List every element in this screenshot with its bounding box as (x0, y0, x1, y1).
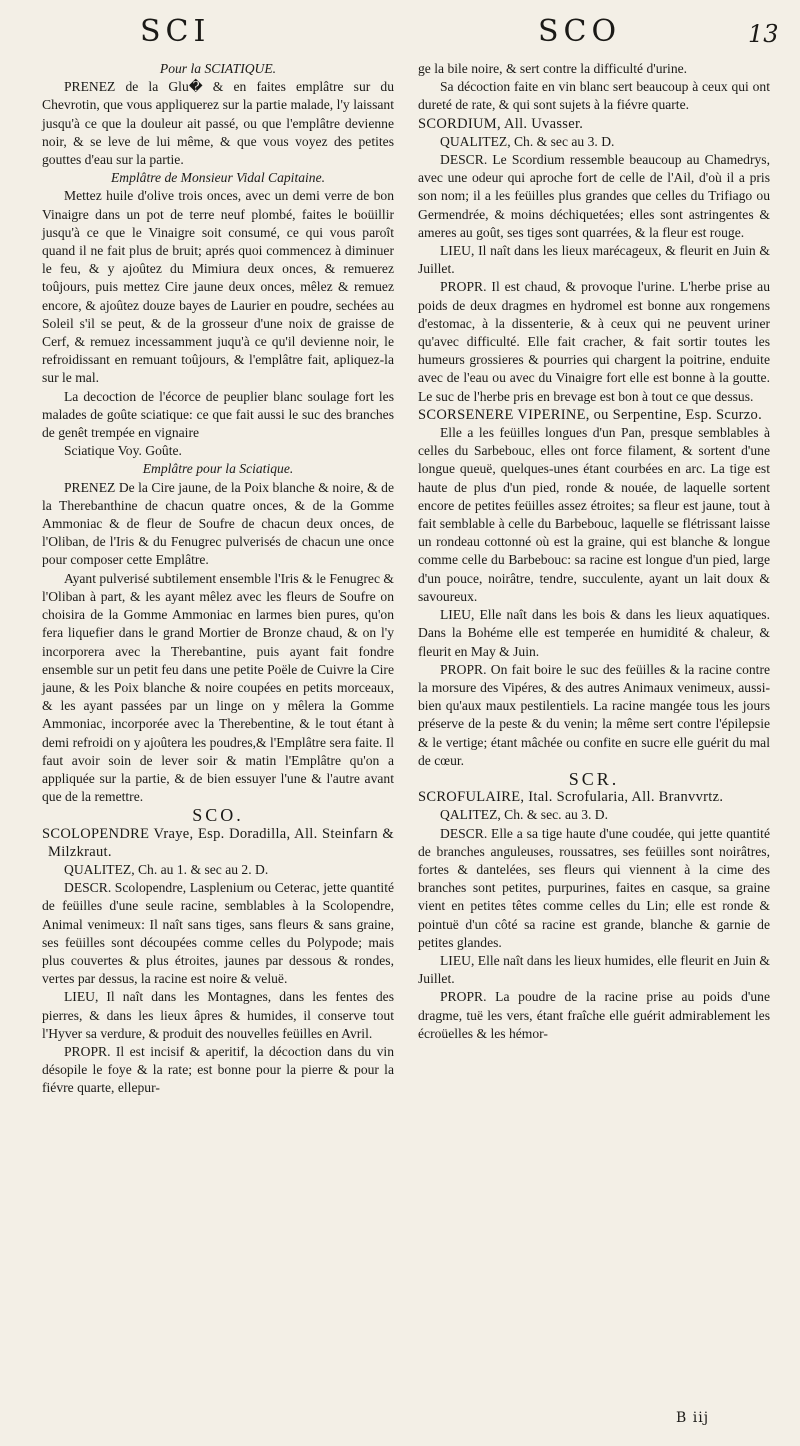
page-number: 13 (748, 20, 779, 48)
entry-headword: SCORDIUM, All. Uvasser. (418, 115, 584, 132)
recipe-title: Emplâtre de Monsieur Vidal Capitaine. (110, 170, 326, 186)
entry-headword: SCORSENERE VIPERINE, ou Serpentine, Esp. Scurzo. (418, 406, 762, 423)
paragraph: Ayant pulverisé subtilement ensemble l'Iris & le Fenugrec & l'Oliban à part, & les ayant mêlez avec les fleurs de Soufre on choisira de la Gomme Ammoniac en larmes bien pures, qu'on fera liquefier dans le grand Mortier de Bronze chaud, & on l'y incorporera avec la Therebantine, puis ayant fait fondre ensemble sur un petit feu dans une petite Poële de Cuivre la Cire jaune, & les Poix blanche & noire coupées en petits morceaux, & les ayant passées par un linge on y mêlera la Gomme Ammoniac, incorporée avec la Therebentine, & le tout étant à demi refroidi on y ajoûtera les poudres,& l'Emplâtre sera faite. Il faut avoir soin de lever soir & matin l'Emplâtre qu'on a appliquée sur la partie, & de bien essuyer l'une & l'autre avant que de la remettre. (42, 570, 394, 805)
paragraph: QALITEZ, Ch. & sec. au 3. D. (440, 807, 608, 823)
paragraph: PRENEZ De la Cire jaune, de la Poix blanche & noire, & de la Therebanthine de chacun quatre onces, & de la Gomme Ammoniac & de fleur de Soufre de chacun deux onces, de l'Oliban, de l'Iris & du Fenugrec pulverisés de chacun une once pour composer cette Emplâtre. (42, 479, 394, 568)
running-head-right: SCO (538, 14, 622, 49)
paragraph: LIEU, Elle naît dans les bois & dans les lieux aquatiques. Dans la Bohéme elle est temperée en humidité & chaleur, & fleurit en May & Juin. (418, 607, 770, 659)
paragraph: DESCR. Scolopendre, Lasplenium ou Ceterac, jette quantité de feüilles d'une seule racine, semblables à la Scolopendre, Animal venimeux: Il naît sans tiges, sans fleurs & sans graine, ses feüilles sont découpées comme celles du Polypode; mais plus couvertes & plus étroites, jaunes par dessous & rondes, vertes par dessus, la racine est noire & veluë. (42, 880, 394, 987)
recipe-title: Emplâtre pour la Sciatique. (142, 461, 294, 477)
paragraph: PROPR. Il est incisif & aperitif, la décoction dans du vin désopile le foye & la rate; est bonne pour la pierre & pour la fiévre quarte, ellepur- (42, 1043, 394, 1096)
paragraph: La decoction de l'écorce de peuplier blanc soulage fort les malades de goûte sciatique: ce que fait aussi le suc des branches de genêt trempée en vignaire (42, 388, 394, 441)
running-head-left: SCI (140, 14, 211, 49)
paragraph: Mettez huile d'olive trois onces, avec un demi verre de bon Vinaigre dans un pot de terre neuf plombé, faites le boüillir jusqu'à ce que le Vinaigre soit consumé, ce qui vous paroît quand il ne fait plus de bruit; aprés quoi commencez à diminuer le feu, & y ajoûtez du Mimiura deux onces, & remuerez toûjours, puis mettez Cire jaune deux onces, mêlez & remuez encore, & ajoûtez douze bayes de Laurier en poudre, sechées au Soleil s'il se peut, & de la grosseur d'une noix de graisse de Cerf, & remuez incessamment juqu'à ce qu'il devienne noir, le refroidissant en remuant toûjours, & l'emplâtre fait, apliquez-la sur le mal. (42, 188, 394, 386)
paragraph: LIEU, Il naît dans les Montagnes, dans les fentes des pierres, & dans les lieux âpres & humides, il conserve tout l'Hyver sa verdure, & produit des nouvelles feüilles en Avril. (42, 989, 394, 1041)
left-text-column (42, 60, 394, 1098)
paragraph: DESCR. Elle a sa tige haute d'une coudée, qui jette quantité de branches anguleuses, roussatres, ses feüilles sont noirâtres, fortes & dantelées, ses fleurs qui viennent à la cime des branches sont petites, purpurines, faites en casque, sa graine vient en petites têtes comme celles du Lin; elle est ronde & pointuë d'un côté sa racine est grande, blanche & garnie de petites glandes. (418, 825, 770, 950)
paragraph: Sciatique Voy. Goûte. (64, 443, 182, 459)
paragraph: PRENEZ de la Glu� & en faites emplâtre sur du Chevrotin, que vous appliquerez sur la partie malade, l'y laissant jusqu'à ce que la douleur ait passé, ou que l'emplâtre devienne noir, & se leve de lui même, & que vous voyez des petites gouttes d'eau sur la partie. (42, 79, 394, 168)
right-text-column (418, 60, 770, 1043)
paragraph: LIEU, Elle naît dans les lieux humides, elle fleurit en Juin & Juillet. (418, 952, 770, 987)
paragraph: Sa décoction faite en vin blanc sert beaucoup à ceux qui ont dureté de rate, & qui sont sujets à la fiévre quarte. (418, 79, 770, 113)
section-heading: SCO. (192, 805, 244, 826)
paragraph: DESCR. Le Scordium ressemble beaucoup au Chamedrys, avec une odeur qui aproche fort de celle de l'Ail, d'où il a pris son nom; il a les feüilles plus grandes que celles du Trifiago ou Germendrée, & moins déchiquetées; elles sont astringentes & ameres au goût, ses tiges sont quarrées, & la fleur est rouge. (418, 152, 770, 240)
paragraph: PROPR. Il est chaud, & provoque l'urine. L'herbe prise au poids de deux dragmes en hydromel est bonne aux rongemens d'estomac, à la dissenterie, & à ceux qui ne peuvent uriner qu'avec difficulté. Elle fait cracher, & fait sortir toutes les humeurs grossieres & pourries qui chargent la poitrine, enduite avec de l'eau ou avec du Vinaigre fort elle est bonne à la goutte. Le suc de l'herbe pris en brevage est bon à tout ce que dessus. (418, 279, 770, 404)
paragraph: Elle a les feüilles longues d'un Pan, presque semblables à celles du Sarbebouc, elles ont force filament, & sortent d'une longue queuë, quelques-unes étant courbées en arc. La tige est haute de plus d'un pied, ronde & nouée, de laquelle sortent encore de petites feüilles assez étroites; sa fleur est jaune, tout à fait semblable à celle du Barbebouc, laquelle se flétrissant laisse un rondeau cottonné où est la graine, qui est blanche & longue comme celle du Barbebouc: sa racine est longue d'un pied, large d'un pouce, noirâtre, tendre, succulente, ayant un lait doux & savoureux. (418, 425, 770, 604)
paragraph: ge la bile noire, & sert contre la difficulté d'urine. (418, 61, 688, 76)
paragraph: LIEU, Il naît dans les lieux marécageux, & fleurit en Juin & Juillet. (418, 243, 770, 277)
entry-headword: SCROFULAIRE, Ital. Scrofularia, All. Branvvrtz. (418, 789, 724, 806)
paragraph: PROPR. La poudre de la racine prise au poids d'une dragme, tuë les vers, étant fraîche elle guérit admirablement les écroüelles & les hémor- (418, 989, 770, 1041)
signature-mark: B iij (676, 1410, 710, 1426)
recipe-title: Pour la SCIATIQUE. (159, 61, 277, 76)
paragraph: QUALITEZ, Ch. & sec au 3. D. (440, 133, 615, 149)
entry-headword: SCOLOPENDRE Vraye, Esp. Doradilla, All. Steinfarn & Milzkraut. (42, 825, 394, 860)
paragraph: QUALITEZ, Ch. au 1. & sec au 2. D. (64, 861, 269, 877)
section-heading: SCR. (568, 768, 620, 789)
paragraph: PROPR. On fait boire le suc des feüilles & la racine contre la morsure des Vipéres, & des autres Animaux venimeux, aussi-bien qu'aux maux pestilentiels. La racine mangée tous les jours préserve de la peste & du venin; la même sert contre l'épilepsie & le vertige; étant mâchée ou confite en sucre elle guérit du mal de cœur. (418, 661, 770, 768)
